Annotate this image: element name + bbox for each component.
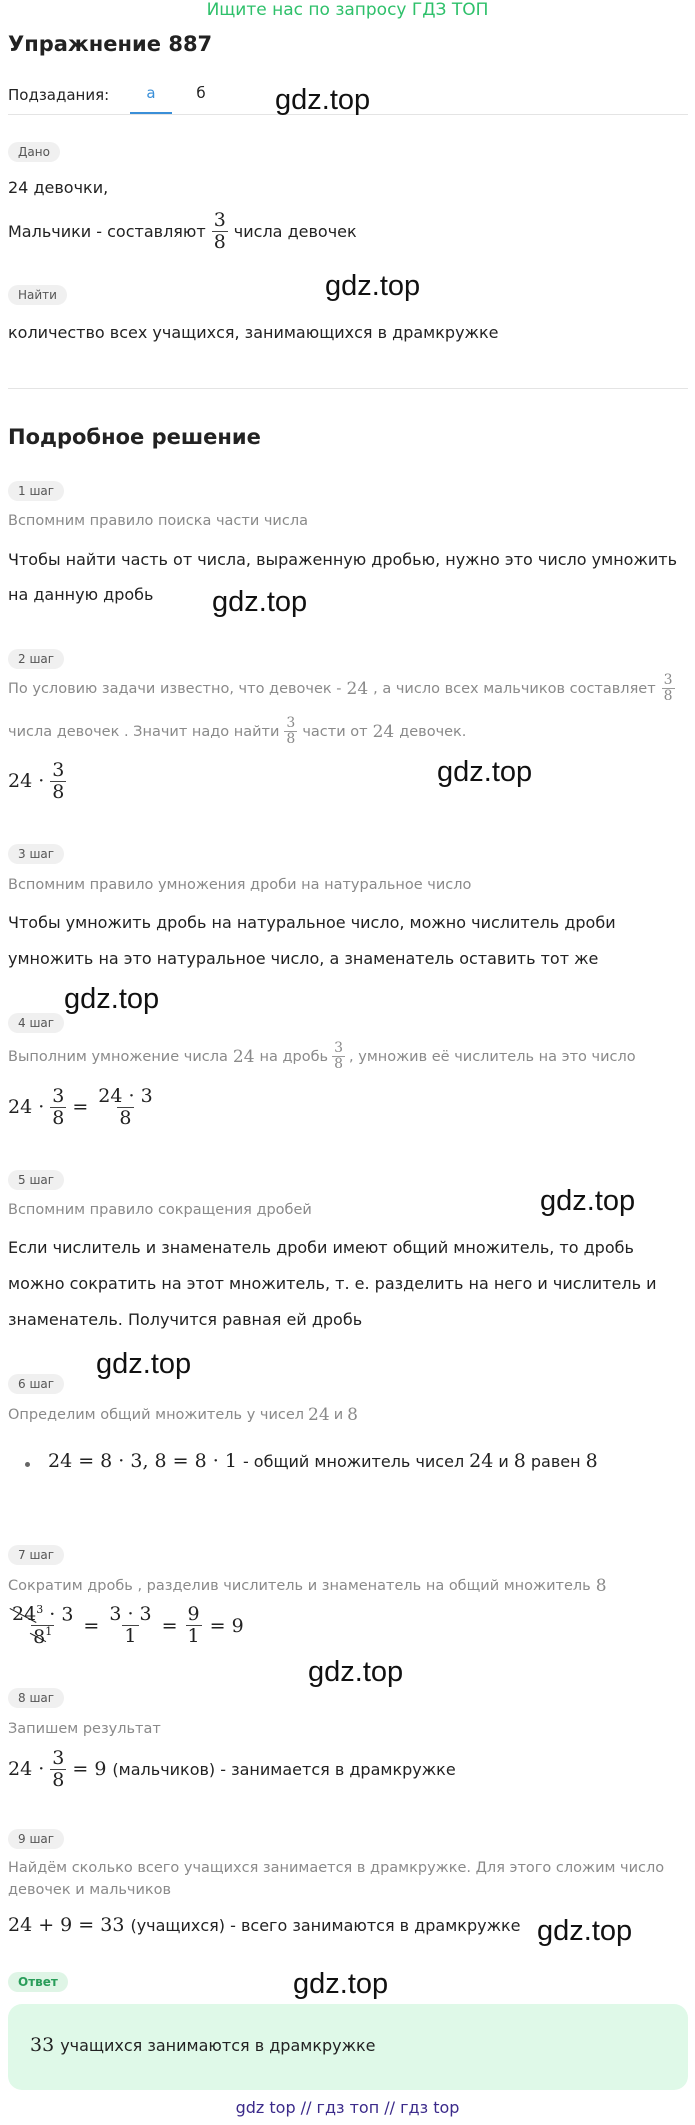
step-5-tag: 5 шаг (8, 1170, 64, 1190)
step-8-tag: 8 шаг (8, 1688, 64, 1708)
step-7-hint (8, 1576, 607, 1596)
answer-line (30, 2034, 376, 2056)
step-2-hint-d: части от (302, 723, 368, 740)
step-6-hint (8, 1405, 362, 1425)
step-4-math-eq: = (72, 1096, 89, 1119)
fraction-num: 3 (52, 759, 65, 781)
step-6-bullet-text-c: равен (530, 1451, 581, 1471)
step-7-fraction-2 (107, 1604, 153, 1647)
step-6-bullet-text-b: и (498, 1451, 509, 1471)
step-6-bullet-n8b: 8 (585, 1450, 598, 1472)
step-6-n24: 24 (308, 1405, 330, 1425)
fraction-den (31, 1625, 54, 1647)
step-3-tag: 3 шаг (8, 844, 64, 864)
step-2-hint-line-2 (8, 716, 466, 748)
step-4-math-fraction-1 (50, 1086, 66, 1129)
step-8-math (8, 1748, 456, 1791)
given-line-1: 24 девочки, (8, 178, 109, 197)
sup-3: 3 (36, 1603, 44, 1616)
step-2-tag: 2 шаг (8, 649, 64, 669)
step-2-fraction-2 (284, 716, 297, 748)
watermark: gdz.top (212, 586, 308, 618)
step-2-fraction-1 (662, 673, 675, 705)
step-2-hint-line-1 (8, 673, 688, 705)
divider (8, 388, 688, 389)
step-3-text-2: умножить на это натуральное число, а знаменатель оставить тот же (8, 949, 599, 968)
fraction-num: 9 (187, 1603, 200, 1626)
watermark: gdz.top (293, 1968, 389, 2000)
step-7-tag: 7 шаг (8, 1545, 64, 1565)
num-times-3: · 3 (49, 1603, 74, 1626)
step-1-text-2: на данную дробь (8, 585, 154, 604)
step-9-hint-2: девочек и мальчиков (8, 1882, 172, 1898)
footer-links[interactable]: gdz top // гдз топ // гдз top (235, 2098, 460, 2117)
step-5-hint: Вспомним правило сокращения дробей (8, 1202, 312, 1218)
step-2-num-24b: 24 (372, 721, 395, 742)
step-8-math-rhs: = 9 (72, 1758, 107, 1781)
given-fraction-den: 8 (213, 230, 226, 253)
given-tag: Дано (8, 142, 60, 162)
step-6-n8: 8 (347, 1405, 358, 1425)
step-4-hint-b: на дробь (259, 1048, 329, 1065)
fraction-den: 8 (52, 1106, 65, 1129)
step-6-hint-a: Определим общий множитель у чисел (8, 1407, 305, 1423)
step-4-hint-fraction (332, 1041, 345, 1073)
page-title: Упражнение 887 (8, 32, 213, 56)
crossed-8: 8 (33, 1625, 46, 1648)
given-fraction (212, 210, 228, 253)
step-9-math-line (8, 1914, 520, 1936)
step-4-math-lhs: 24 · (8, 1096, 45, 1119)
step-6-tag: 6 шаг (8, 1374, 64, 1394)
eq-2: = (161, 1614, 178, 1637)
fraction-num: 3 (52, 1085, 65, 1107)
step-7-hint-text: Сократим дробь , разделив числитель и знаменатель на общий множитель (8, 1578, 591, 1594)
step-6-bullet-math: 24 = 8 · 3, 8 = 8 · 1 (48, 1450, 237, 1472)
step-3-hint: Вспомним правило умножения дроби на натуральное число (8, 877, 472, 893)
watermark: gdz.top (437, 756, 533, 788)
answer-tag: Ответ (8, 1972, 68, 1992)
fraction-num: 3 (286, 715, 296, 731)
step-8-hint: Запишем результат (8, 1721, 161, 1737)
step-1-hint: Вспомним правило поиска части числа (8, 513, 308, 529)
watermark: gdz.top (96, 1348, 192, 1380)
watermark: gdz.top (325, 270, 421, 302)
watermark: gdz.top (540, 1185, 636, 1217)
step-5-text-3: знаменатель. Получится равная ей дробь (8, 1310, 363, 1329)
step-4-math-fraction-2 (96, 1086, 154, 1129)
subtasks-label: Подзадания: (8, 86, 110, 104)
fraction-num: 3 (334, 1040, 344, 1056)
step-8-fraction (50, 1748, 66, 1791)
step-9-hint-1: Найдём сколько всего учащихся занимается в драмкружке. Для этого сложим число (8, 1860, 665, 1876)
step-2-math-lhs: 24 · (8, 770, 45, 793)
answer-num: 33 (30, 2034, 55, 2056)
step-4-num-24: 24 (232, 1046, 255, 1067)
eq-1: = (83, 1614, 100, 1637)
step-9-math: 24 + 9 = 33 (8, 1914, 125, 1936)
step-4-hint (8, 1041, 636, 1073)
answer-text: учащихся занимаются в драмкружке (60, 2035, 376, 2055)
step-3-text-1: Чтобы умножить дробь на натуральное число, можно числитель дроби (8, 913, 616, 932)
fraction-num: 3 (663, 672, 673, 688)
given-line-2 (8, 210, 357, 253)
fraction-den: 8 (52, 1768, 65, 1791)
step-4-hint-c: , умножив её числитель на это число (349, 1048, 636, 1065)
given-line-2-suffix: числа девочек (233, 221, 357, 241)
step-2-hint-c: числа девочек . Значит надо найти (8, 723, 280, 740)
fraction-den: 8 (663, 688, 673, 705)
step-8-math-lhs: 24 · (8, 1758, 45, 1781)
given-line-2-prefix: Мальчики - составляют (8, 221, 206, 241)
fraction-num: 3 · 3 (109, 1603, 152, 1626)
fraction-den: 1 (187, 1625, 200, 1648)
step-9-text: (учащихся) - всего занимаются в драмкружке (130, 1915, 521, 1935)
step-6-bullet-text-a: - общий множитель чисел (242, 1451, 465, 1471)
step-1-tag: 1 шаг (8, 481, 64, 501)
step-9-tag: 9 шаг (8, 1829, 64, 1849)
step-6-hint-b: и (333, 1407, 344, 1423)
step-6-bullet-n24: 24 (469, 1450, 494, 1472)
step-7-fraction-3 (186, 1604, 202, 1647)
step-7-math (8, 1604, 244, 1647)
fraction-den: 8 (119, 1106, 132, 1129)
step-7-hint-num: 8 (595, 1576, 607, 1596)
subtask-tab-a[interactable]: а (130, 84, 172, 114)
watermark: gdz.top (64, 983, 160, 1015)
fraction-den: 8 (52, 780, 65, 803)
step-8-text: (мальчиков) - занимается в драмкружке (112, 1759, 456, 1779)
step-2-hint-b: , а число всех мальчиков составляет (373, 680, 656, 697)
find-text: количество всех учащихся, занимающихся в драмкружке (8, 323, 499, 342)
bullet (25, 1462, 30, 1467)
step-2-num-24: 24 (346, 678, 369, 699)
step-4-hint-a: Выполним умножение числа (8, 1048, 228, 1065)
crossed-24: 24 (12, 1603, 37, 1626)
step-2-math-fraction (50, 760, 66, 803)
step-4-math (8, 1086, 157, 1129)
subtask-tab-b[interactable]: б (196, 84, 206, 102)
step-7-fraction-1 (10, 1604, 75, 1647)
step-2-math (8, 760, 68, 803)
step-2-hint-a: По условию задачи известно, что девочек - (8, 680, 342, 697)
watermark: gdz.top (308, 1656, 404, 1688)
fraction-den: 1 (124, 1625, 137, 1648)
step-2-hint-e: девочек. (399, 723, 467, 740)
watermark: gdz.top (275, 84, 371, 116)
fraction-den: 8 (334, 1056, 344, 1073)
find-tag: Найти (8, 285, 67, 305)
step-6-bullet-line (48, 1450, 598, 1472)
solution-title: Подробное решение (8, 425, 261, 449)
step-5-text-2: можно сократить на этот множитель, т. е. разделить на него и числитель и (8, 1274, 657, 1293)
eq-3: = 9 (209, 1614, 244, 1637)
fraction-num: 3 (52, 1747, 65, 1769)
sup-1: 1 (45, 1625, 53, 1639)
step-4-tag: 4 шаг (8, 1013, 64, 1033)
step-6-bullet-n8: 8 (513, 1450, 526, 1472)
fraction-num: 24 · 3 (98, 1085, 153, 1107)
fraction-den: 8 (286, 731, 296, 748)
given-fraction-num: 3 (213, 209, 226, 231)
step-1-text-1: Чтобы найти часть от числа, выраженную дробью, нужно это число умножить (8, 550, 677, 569)
watermark: gdz.top (537, 1915, 633, 1947)
search-banner: Ищите нас по запросу ГДЗ ТОП (206, 0, 489, 20)
step-5-text-1: Если числитель и знаменатель дроби имеют общий множитель, то дробь (8, 1238, 634, 1257)
fraction-num (10, 1604, 75, 1625)
